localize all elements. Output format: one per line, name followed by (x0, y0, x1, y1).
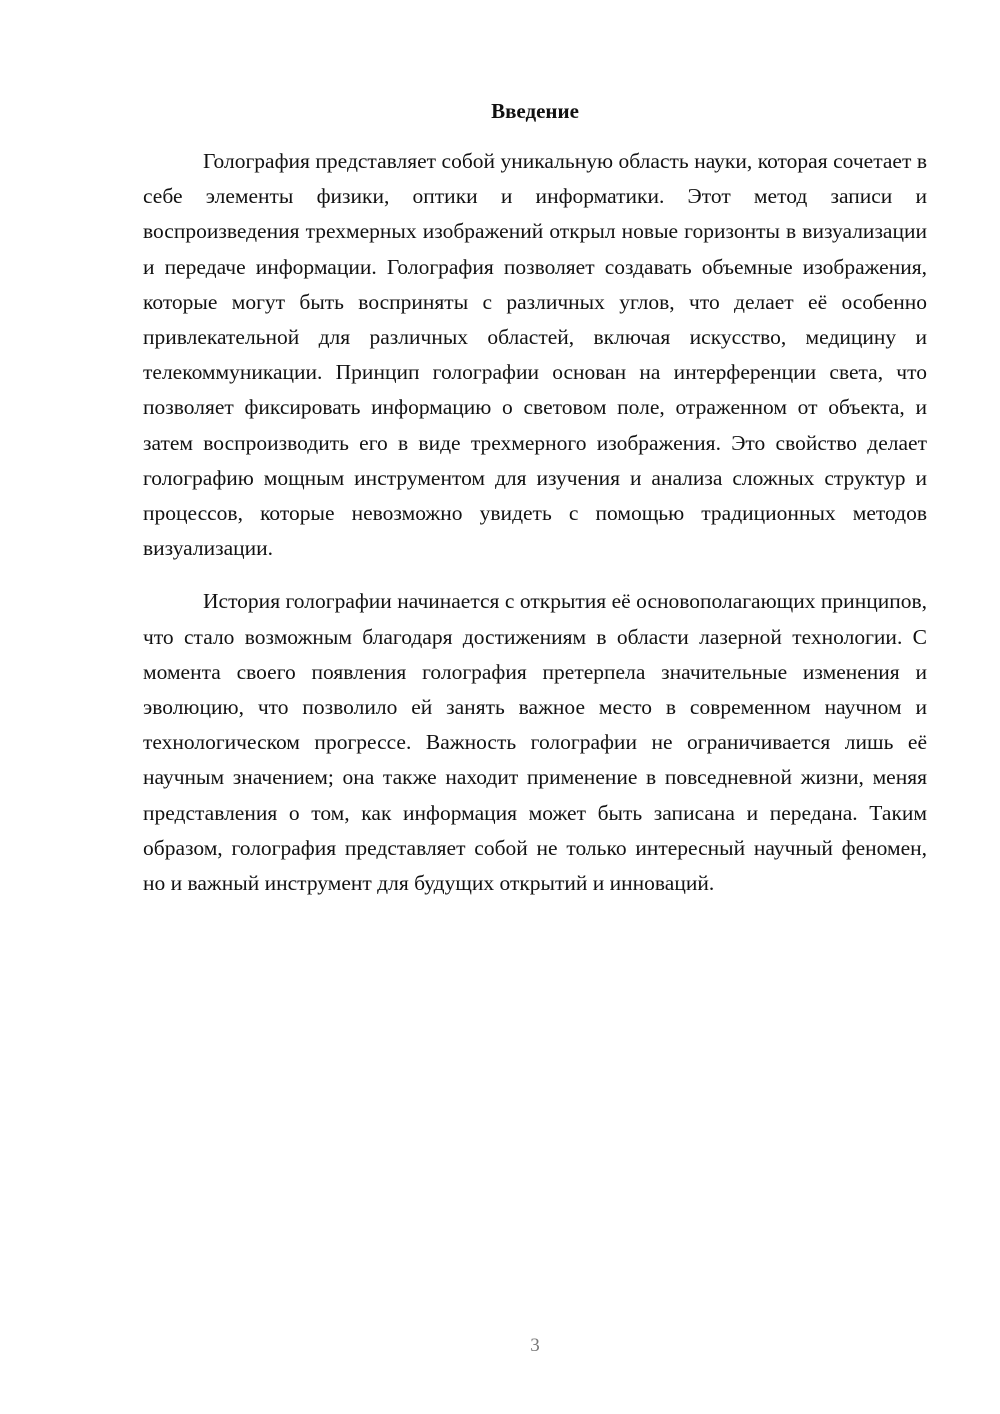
page-number: 3 (530, 1335, 540, 1356)
paragraph-intro: Голография представляет собой уникальную область науки, которая сочетает в себе элементы физики, оптики и информатики. Этот метод записи и воспроизведения трехмерных изображений открыл новые горизонты в визуализации и передаче информации. Голография позволяет создавать объемные изображения, которые могут быть восприняты с различных углов, что делает её особенно привлекательной для различных областей, включая искусство, медицину и телекоммуникации. Принцип голографии основан на интерференции света, что позволяет фиксировать информацию о световом поле, отраженном от объекта, и затем воспроизводить его в виде трехмерного изображения. Это свойство делает голографию мощным инструментом для изучения и анализа сложных структур и процессов, которые невозможно увидеть с помощью традиционных методов визуализации. (143, 149, 927, 561)
document-body (143, 144, 927, 901)
page-title: Введение (491, 99, 579, 123)
paragraph-history: История голографии начинается с открытия её основополагающих принципов, что стало возможным благодаря достижениям в области лазерной технологии. С момента своего появления голография претерпела значительные изменения и эволюцию, что позволило ей занять важное место в современном научном и технологическом прогрессе. Важность голографии не ограничивается лишь её научным значением; она также находит применение в повседневной жизни, меняя представления о том, как информация может быть записана и передана. Таким образом, голография представляет собой не только интересный научный феномен, но и важный инструмент для будущих открытий и инноваций. (143, 589, 927, 896)
